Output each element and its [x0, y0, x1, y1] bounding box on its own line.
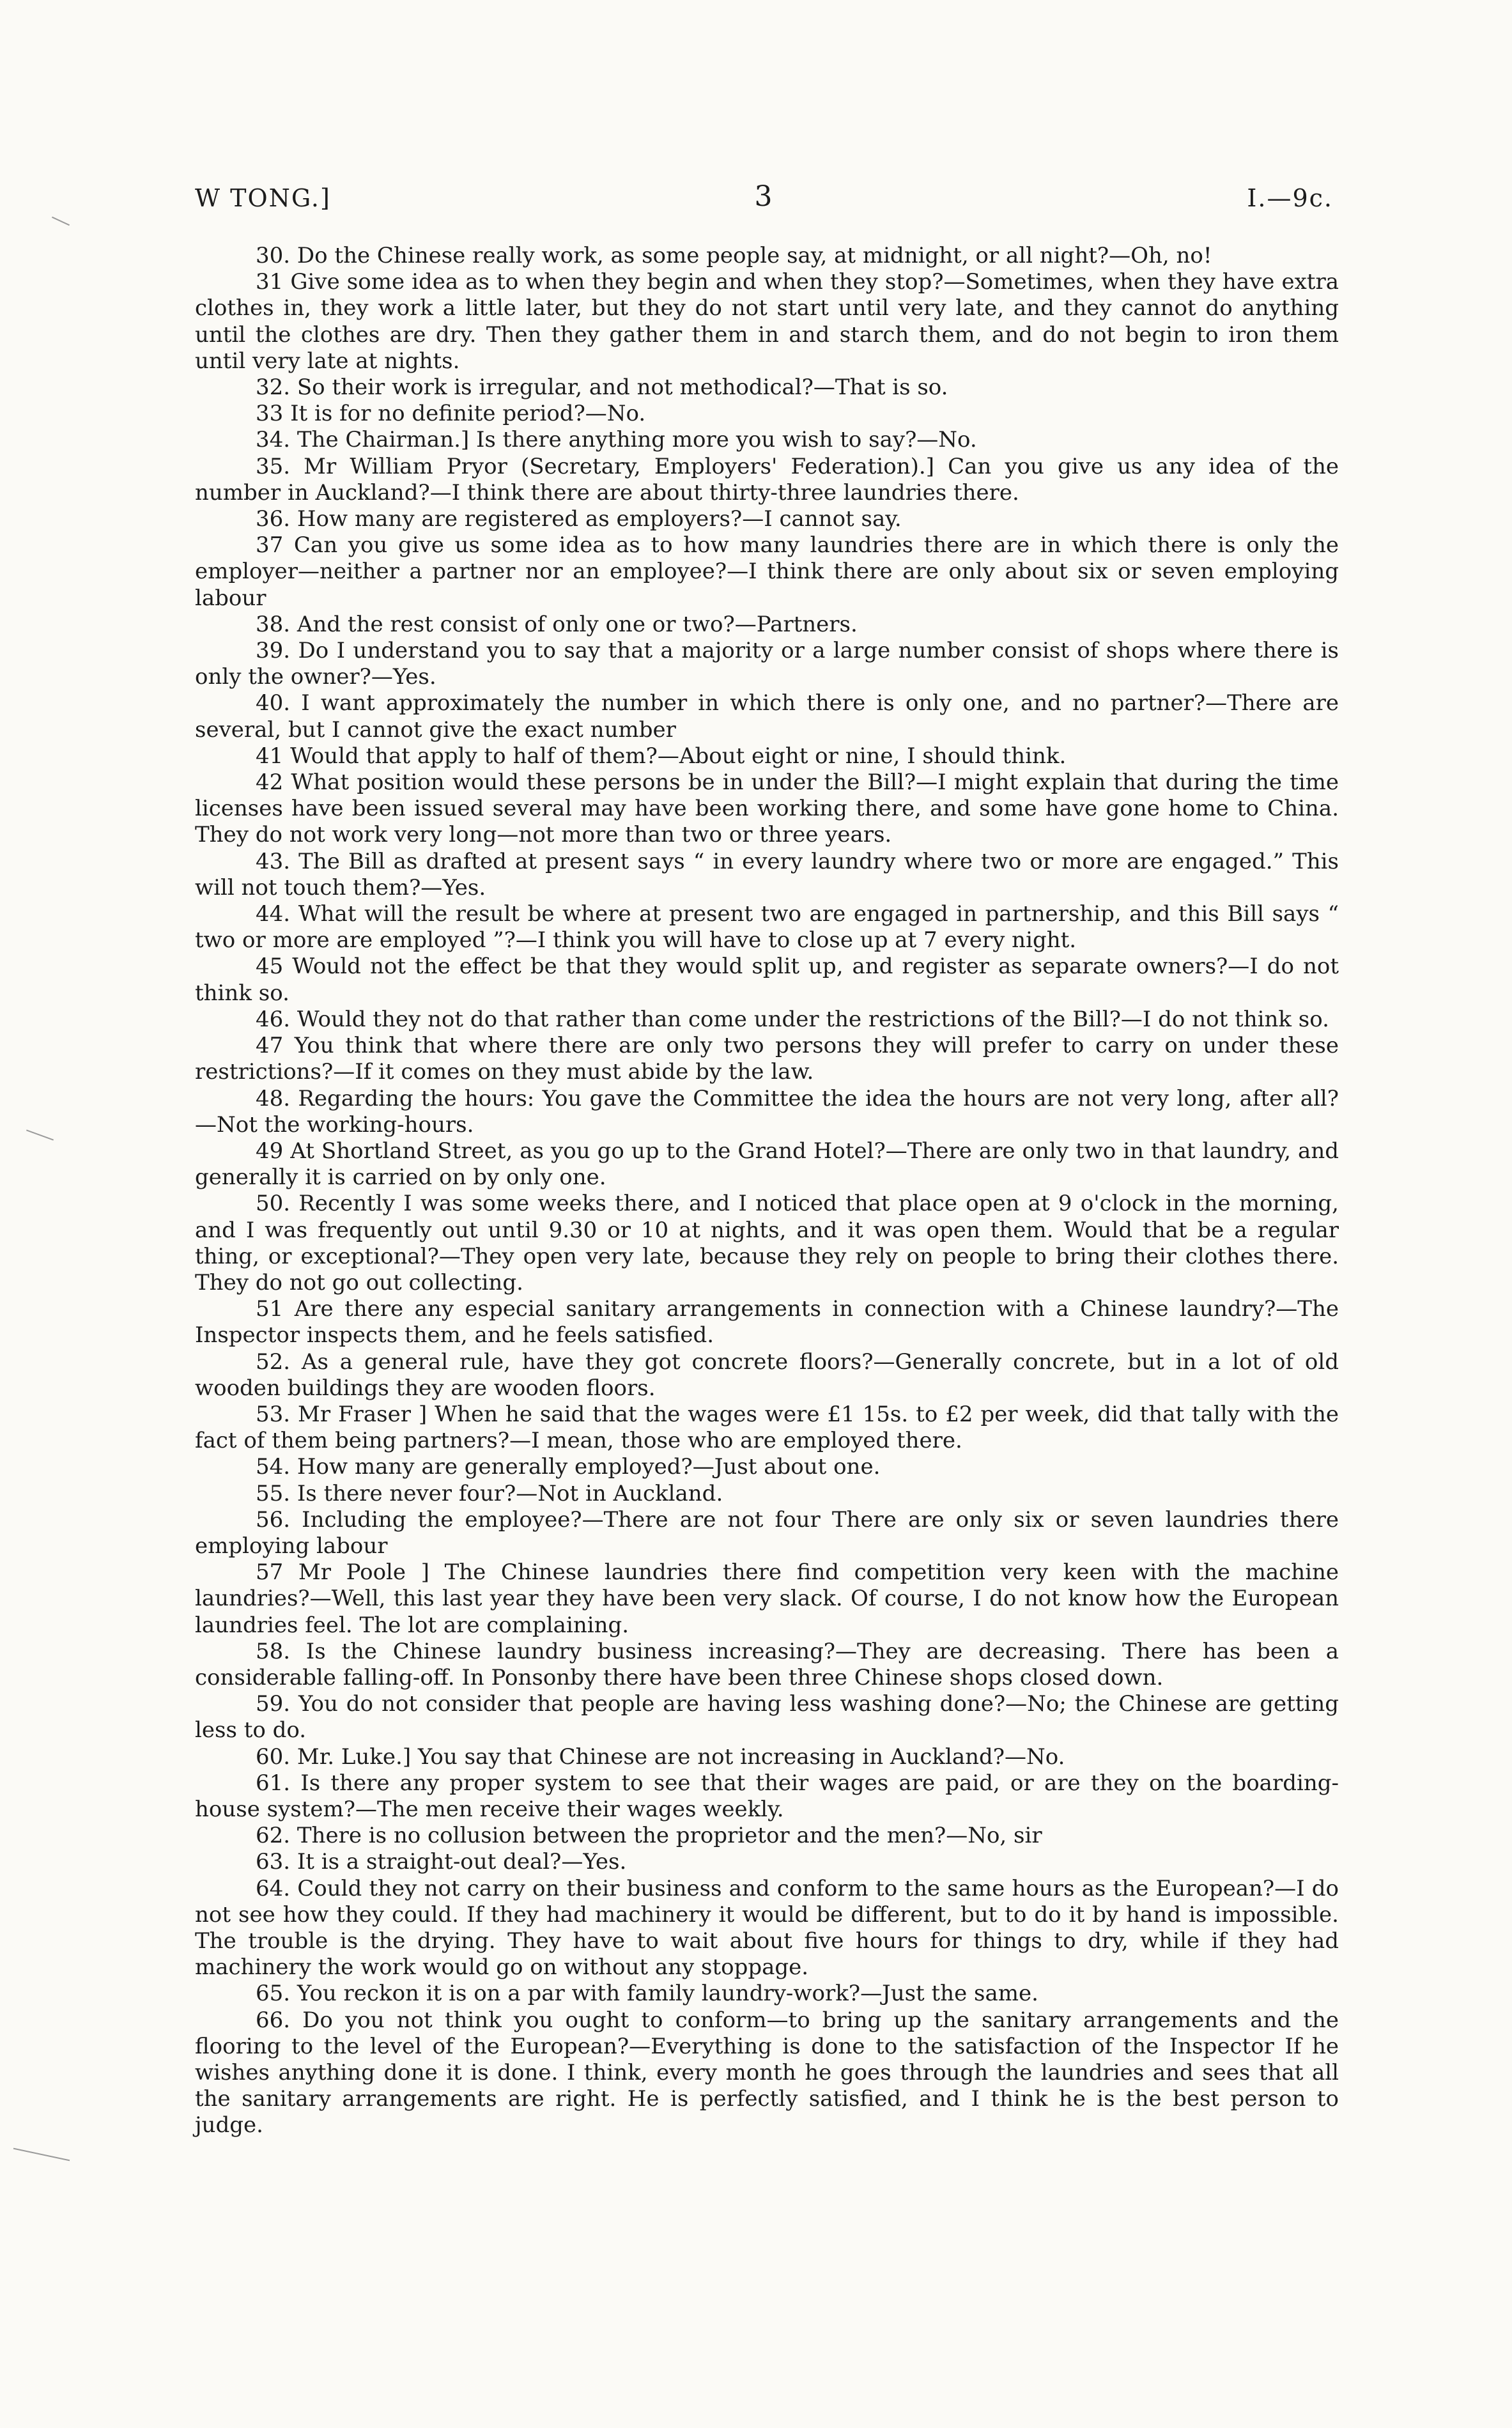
header-witness: W TONG.]	[195, 184, 331, 212]
evidence-paragraph: 42 What position would these persons be in under the Bill?—I might explain that during the time licenses have been issued several may have been working there, and some have gone home to China. They do not work very long—not more than two or three years.	[195, 769, 1339, 848]
evidence-paragraph: 38. And the rest consist of only one or two?—Partners.	[256, 611, 858, 637]
evidence-paragraph: 59. You do not consider that people are having less washing done?—No; the Chinese are getting less to do.	[195, 1691, 1339, 1744]
evidence-paragraph: 54. How many are generally employed?—Just about one.	[256, 1454, 881, 1480]
evidence-paragraph: 41 Would that apply to half of them?—About eight or nine, I should think.	[256, 743, 1067, 769]
evidence-paragraph: 57 Mr Poole ] The Chinese laundries there find competition very keen with the machine laundries?—Well, this last year they have been very slack. Of course, I do not know how the European laundries feel. The lot are complaining.	[195, 1559, 1339, 1638]
evidence-paragraph: 33 It is for no definite period?—No.	[256, 401, 646, 427]
evidence-paragraph: 55. Is there never four?—Not in Auckland.	[256, 1480, 723, 1506]
evidence-paragraph: 48. Regarding the hours: You gave the Committee the idea the hours are not very long, after all?—Not the working-hours.	[195, 1085, 1339, 1138]
evidence-paragraph: 32. So their work is irregular, and not methodical?—That is so.	[256, 375, 948, 401]
evidence-paragraph: 62. There is no collusion between the proprietor and the men?—No, sir	[256, 1823, 1042, 1849]
evidence-paragraph: 39. Do I understand you to say that a majority or a large number consist of shops where there is only the owner?—Yes.	[195, 638, 1339, 690]
evidence-paragraph: 46. Would they not do that rather than come under the restrictions of the Bill?—I do not think so.	[256, 1006, 1329, 1032]
evidence-paragraph: 60. Mr. Luke.] You say that Chinese are not increasing in Auckland?—No.	[256, 1744, 1065, 1770]
evidence-paragraph: 50. Recently I was some weeks there, and I noticed that place open at 9 o'clock in the morning, and I was frequently out until 9.30 or 10 at nights, and it was open them. Would that be a regular thing, or exceptional?—They open very late, because they rely on people to bring their clothes there. They do not go out collecting.	[195, 1191, 1339, 1295]
evidence-paragraph: 51 Are there any especial sanitary arrangements in connection with a Chinese laundry?—The Inspector inspects them, and he feels satisfied.	[195, 1296, 1339, 1349]
evidence-paragraph: 44. What will the result be where at present two are engaged in partnership, and this Bill says “ two or more are employed ”?—I think you will have to close up at 7 every night.	[195, 901, 1339, 954]
evidence-paragraph: 49 At Shortland Street, as you go up to the Grand Hotel?—There are only two in that laundry, and generally it is carried on by only one.	[195, 1138, 1339, 1191]
evidence-paragraph: 37 Can you give us some idea as to how many laundries there are in which there is only the employer—neither a partner nor an employee?—I think there are only about six or seven employing labour	[195, 532, 1339, 611]
evidence-paragraph: 40. I want approximately the number in which there is only one, and no partner?—There are several, but I cannot give the exact number	[195, 690, 1339, 743]
evidence-paragraph: 30. Do the Chinese really work, as some people say, at midnight, or all night?—Oh, no!	[256, 243, 1212, 268]
evidence-paragraph: 43. The Bill as drafted at present says “ in every laundry where two or more are engaged.” This will not touch them?—Yes.	[195, 848, 1339, 901]
evidence-paragraph: 36. How many are registered as employers?—I cannot say.	[256, 506, 902, 532]
evidence-paragraph: 66. Do you not think you ought to conform—to bring up the sanitary arrangements and the flooring to the level of the European?—Everything is done to the satisfaction of the Inspector If he wishes anything done it is done. I think, every month he goes through the laundries and sees that all the sanitary arrangements are right. He is perfectly satisfied, and I think he is the best person to judge.	[195, 2007, 1339, 2138]
header-document-ref: I.—9c.	[1247, 184, 1333, 212]
evidence-paragraph: 64. Could they not carry on their business and conform to the same hours as the European?—I do not see how they could. If they had machinery it would be different, but to do it by hand is impossible. The trouble is the drying. They have to wait about five hours for things to dry, while if they had machinery the work would go on without any stoppage.	[195, 1875, 1339, 1981]
evidence-paragraph: 47 You think that where there are only two persons they will prefer to carry on under these restrictions?—If it comes on they must abide by the law.	[195, 1033, 1339, 1085]
evidence-paragraph: 34. The Chairman.] Is there anything more you wish to say?—No.	[256, 427, 977, 453]
margin-mark	[52, 217, 70, 226]
page-number: 3	[754, 180, 774, 213]
margin-mark	[26, 1129, 54, 1140]
evidence-paragraph: 58. Is the Chinese laundry business increasing?—They are decreasing. There has been a considerable falling-off. In Ponsonby there have been three Chinese shops closed down.	[195, 1638, 1339, 1690]
margin-mark	[13, 2148, 70, 2161]
evidence-paragraph: 65. You reckon it is on a par with family laundry-work?—Just the same.	[256, 1981, 1038, 2007]
evidence-paragraph: 52. As a general rule, have they got concrete floors?—Generally concrete, but in a lot of old wooden buildings they are wooden floors.	[195, 1349, 1339, 1401]
evidence-paragraph: 53. Mr Fraser ] When he said that the wages were £1 15s. to £2 per week, did that tally with the fact of them being partners?—I mean, those who are employed there.	[195, 1401, 1339, 1454]
evidence-paragraph: 56. Including the employee?—There are not four There are only six or seven laundries there employing labour	[195, 1506, 1339, 1559]
evidence-paragraph: 35. Mr William Pryor (Secretary, Employers' Federation).] Can you give us any idea of the number in Auckland?—I think there are about thirty-three laundries there.	[195, 453, 1339, 506]
evidence-paragraph: 63. It is a straight-out deal?—Yes.	[256, 1849, 627, 1875]
evidence-paragraph: 61. Is there any proper system to see that their wages are paid, or are they on the boarding-house system?—The men receive their wages weekly.	[195, 1770, 1339, 1822]
evidence-text	[195, 243, 1339, 2139]
running-header	[195, 180, 1333, 222]
evidence-paragraph: 31 Give some idea as to when they begin and when they stop?—Sometimes, when they have extra clothes in, they work a little later, but they do not start until very late, and they cannot do anything until the clothes are dry. Then they gather them in and starch them, and do not begin to iron them until very late at nights.	[195, 269, 1339, 374]
evidence-paragraph: 45 Would not the effect be that they would split up, and register as separate owners?—I do not think so.	[195, 954, 1339, 1006]
